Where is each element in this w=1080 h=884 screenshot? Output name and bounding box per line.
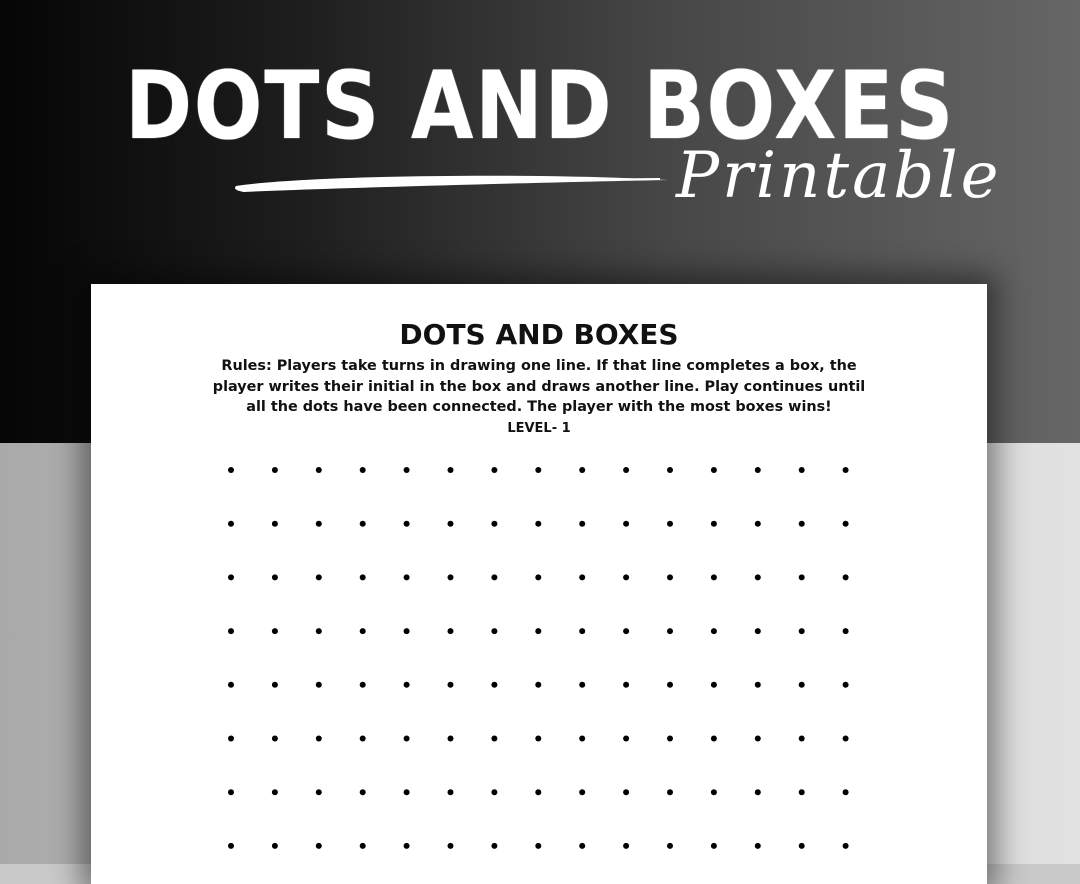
grid-dot (448, 467, 454, 473)
worksheet-title: DOTS AND BOXES (399, 318, 679, 351)
grid-dot (579, 843, 585, 849)
grid-dot (491, 682, 497, 688)
grid-dot (448, 574, 454, 580)
grid-dot (404, 467, 410, 473)
grid-dot (711, 574, 717, 580)
grid-dot (404, 628, 410, 634)
grid-dot (667, 843, 673, 849)
grid-dot (228, 736, 234, 742)
grid-dot (799, 574, 805, 580)
grid-dot (799, 467, 805, 473)
grid-dot (623, 736, 629, 742)
grid-dot (755, 467, 761, 473)
grid-dot (799, 736, 805, 742)
worksheet-page (91, 284, 987, 884)
grid-dot (404, 843, 410, 849)
dot-grid (91, 284, 987, 884)
grid-dot (360, 682, 366, 688)
grid-dot (623, 467, 629, 473)
grid-dot (667, 467, 673, 473)
grid-dot (228, 628, 234, 634)
grid-dot (579, 521, 585, 527)
grid-dot (799, 521, 805, 527)
grid-dot (448, 628, 454, 634)
grid-dot (711, 843, 717, 849)
grid-dot (755, 521, 761, 527)
grid-dot (272, 682, 278, 688)
grid-dot (316, 789, 322, 795)
grid-dot (535, 682, 541, 688)
grid-dot (228, 789, 234, 795)
grid-dot (667, 628, 673, 634)
grid-dot (623, 789, 629, 795)
grid-dot (535, 574, 541, 580)
grid-dot (711, 736, 717, 742)
grid-dot (491, 574, 497, 580)
grid-dot (448, 736, 454, 742)
grid-dot (316, 682, 322, 688)
grid-dot (228, 574, 234, 580)
grid-dot (623, 682, 629, 688)
grid-dot (272, 467, 278, 473)
grid-dot (316, 736, 322, 742)
grid-dot (316, 467, 322, 473)
grid-dot (623, 843, 629, 849)
grid-dot (843, 574, 849, 580)
grid-dot (360, 843, 366, 849)
grid-dot (228, 843, 234, 849)
grid-dot (799, 682, 805, 688)
banner-title: DOTS AND BOXES (124, 52, 956, 161)
grid-dot (843, 789, 849, 795)
grid-dot (448, 682, 454, 688)
grid-dot (579, 628, 585, 634)
grid-dot (843, 843, 849, 849)
grid-dot (360, 789, 366, 795)
grid-dot (843, 736, 849, 742)
grid-dot (228, 682, 234, 688)
grid-dot (448, 843, 454, 849)
grid-dot (579, 682, 585, 688)
grid-dot (491, 467, 497, 473)
grid-dot (272, 574, 278, 580)
grid-dot (579, 789, 585, 795)
grid-dot (843, 521, 849, 527)
grid-dot (843, 682, 849, 688)
grid-dot (799, 789, 805, 795)
grid-dot (755, 736, 761, 742)
level-label: LEVEL- 1 (507, 421, 571, 436)
grid-dot (535, 467, 541, 473)
grid-dot (360, 574, 366, 580)
grid-dot (272, 521, 278, 527)
grid-dot (316, 574, 322, 580)
grid-dot (272, 843, 278, 849)
grid-dot (404, 521, 410, 527)
grid-dot (491, 628, 497, 634)
grid-dot (579, 467, 585, 473)
grid-dot (360, 467, 366, 473)
grid-dot (579, 736, 585, 742)
grid-dot (755, 574, 761, 580)
grid-dot (711, 521, 717, 527)
grid-dot (711, 628, 717, 634)
grid-dot (491, 521, 497, 527)
grid-dot (711, 467, 717, 473)
grid-dot (667, 574, 673, 580)
grid-dot (755, 682, 761, 688)
rules-text: Rules: Players take turns in drawing one line. If that line completes a box, the player writes their initial in the box and draws another line. Play continues until all the dots have been connected. The player with the most boxes wins! (212, 358, 866, 415)
grid-dot (535, 789, 541, 795)
grid-dot (228, 467, 234, 473)
grid-dot (228, 521, 234, 527)
grid-dot (535, 521, 541, 527)
grid-dot (491, 843, 497, 849)
grid-dot (535, 843, 541, 849)
banner-subtitle: Printable (676, 139, 1002, 213)
grid-dot (667, 682, 673, 688)
grid-dot (535, 628, 541, 634)
grid-dot (535, 736, 541, 742)
grid-dot (623, 521, 629, 527)
grid-dot (360, 628, 366, 634)
grid-dot (843, 628, 849, 634)
grid-dot (755, 789, 761, 795)
grid-dot (404, 736, 410, 742)
grid-dot (843, 467, 849, 473)
grid-dot (404, 574, 410, 580)
grid-dot (799, 843, 805, 849)
grid-dot (667, 521, 673, 527)
grid-dot (491, 789, 497, 795)
grid-dot (360, 521, 366, 527)
grid-dot (755, 628, 761, 634)
grid-dot (272, 628, 278, 634)
grid-dot (579, 574, 585, 580)
grid-dot (711, 789, 717, 795)
grid-dot (491, 736, 497, 742)
grid-dot (623, 628, 629, 634)
grid-dot (711, 682, 717, 688)
grid-dot (404, 682, 410, 688)
grid-dot (272, 736, 278, 742)
grid-dot (316, 628, 322, 634)
grid-dot (360, 736, 366, 742)
grid-dot (667, 789, 673, 795)
grid-dot (667, 736, 673, 742)
grid-dot (448, 521, 454, 527)
grid-dot (799, 628, 805, 634)
grid-dot (755, 843, 761, 849)
grid-dot (623, 574, 629, 580)
grid-dot (448, 789, 454, 795)
grid-dot (272, 789, 278, 795)
grid-dot (316, 521, 322, 527)
grid-dot (404, 789, 410, 795)
grid-dot (316, 843, 322, 849)
